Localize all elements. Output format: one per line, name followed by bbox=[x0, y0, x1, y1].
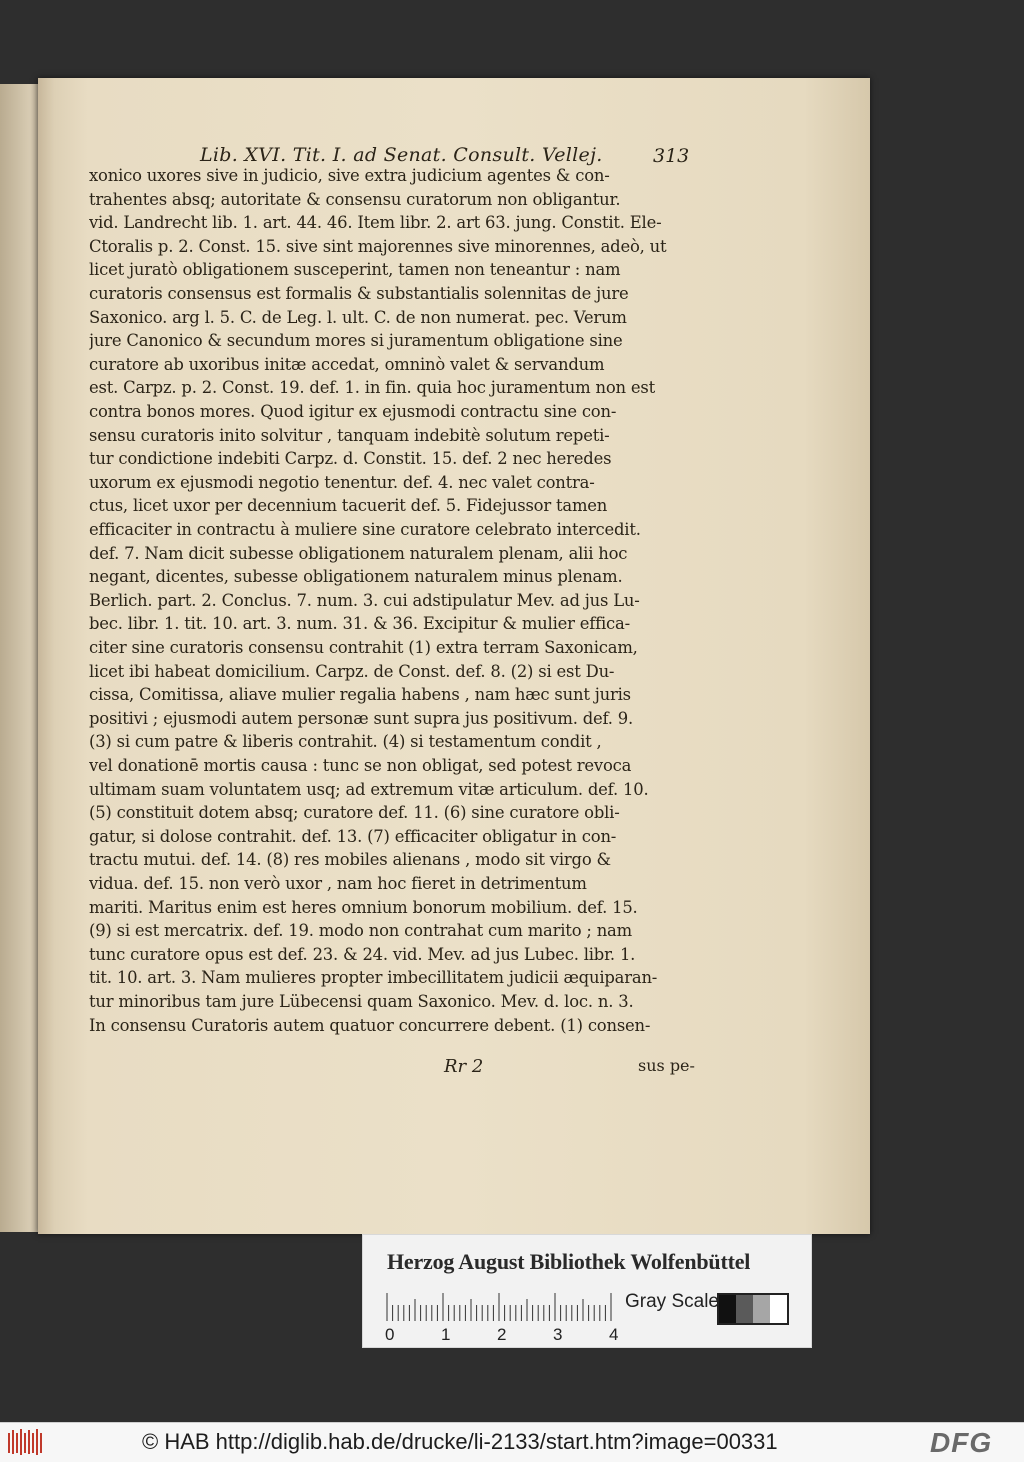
ruler-number: 3 bbox=[553, 1325, 563, 1344]
gray-scale-label: Gray Scale bbox=[625, 1291, 719, 1312]
text-line: tit. 10. art. 3. Nam mulieres propter imbecillitatem judicii æquiparan- bbox=[89, 968, 658, 988]
page-number: 313 bbox=[653, 145, 690, 167]
ruler-number: 1 bbox=[441, 1325, 451, 1344]
text-line: contra bonos mores. Quod igitur ex ejusmodi contractu sine con- bbox=[89, 402, 617, 421]
text-line: licet ibi habeat domicilium. Carpz. de Const. def. 8. (2) si est Du- bbox=[89, 661, 615, 681]
text-line: xonico uxores sive in judicio, sive extra judicium agentes & con- bbox=[89, 166, 610, 185]
gray-swatch bbox=[719, 1295, 736, 1323]
text-line: sensu curatoris inito solvitur , tanquam indebitè solutum repeti- bbox=[89, 425, 610, 445]
text-line: (9) si est mercatrix. def. 19. modo non contrahat cum marito ; nam bbox=[89, 921, 632, 941]
running-head: Lib. XVI. Tit. I. ad Senat. Consult. Vellej. bbox=[200, 144, 603, 166]
text-line: citer sine curatoris consensu contrahit (1) extra terram Saxonicam, bbox=[89, 638, 638, 657]
text-line: Saxonico. arg l. 5. C. de Leg. l. ult. C. de non numerat. pec. Verum bbox=[89, 307, 627, 327]
text-line: bec. libr. 1. tit. 10. art. 3. num. 31. & 36. Excipitur & mulier effica- bbox=[89, 614, 630, 634]
text-line: def. 7. Nam dicit subesse obligationem naturalem plenam, alii hoc bbox=[89, 543, 628, 563]
text-line: tractu mutui. def. 14. (8) res mobiles alienans , modo sit virgo & bbox=[89, 850, 611, 870]
ruler-number: 2 bbox=[497, 1325, 507, 1344]
ruler-number: 4 bbox=[609, 1325, 619, 1344]
signature-mark: Rr 2 bbox=[444, 1056, 484, 1077]
catchword: sus pe- bbox=[638, 1056, 695, 1075]
text-line: trahentes absq; autoritate & consensu curatorum non obligantur. bbox=[89, 189, 621, 209]
text-line: efficaciter in contractu à muliere sine curatore celebrato intercedit. bbox=[89, 520, 641, 539]
text-line: vid. Landrecht lib. 1. art. 44. 46. Item libr. 2. art 63. jung. Constit. Ele- bbox=[89, 213, 662, 233]
text-line: est. Carpz. p. 2. Const. 19. def. 1. in fin. quia hoc juramentum non est bbox=[89, 378, 655, 398]
hab-logo-icon bbox=[6, 1427, 44, 1457]
text-line: (5) constituit dotem absq; curatore def. 11. (6) sine curatore obli- bbox=[89, 803, 620, 823]
text-line: vel donationē mortis causa : tunc se non obligat, sed potest revoca bbox=[89, 756, 632, 775]
footer-bar bbox=[0, 1422, 1024, 1462]
gray-scale-bar bbox=[717, 1293, 789, 1325]
text-line: In consensu Curatoris autem quatuor concurrere debent. (1) consen- bbox=[89, 1015, 651, 1035]
gray-scale-card bbox=[362, 1234, 812, 1348]
text-line: vidua. def. 15. non verò uxor , nam hoc fieret in detrimentum bbox=[89, 874, 587, 893]
text-line: tunc curatore opus est def. 23. & 24. vid. Mev. ad jus Lubec. libr. 1. bbox=[89, 944, 636, 964]
text-line: Ctoralis p. 2. Const. 15. sive sint majorennes sive minorennes, adeò, ut bbox=[89, 236, 667, 256]
ruler-number: 0 bbox=[385, 1325, 395, 1344]
text-line: curatore ab uxoribus initæ accedat, omninò valet & servandum bbox=[89, 354, 605, 374]
gray-swatch bbox=[736, 1295, 753, 1323]
text-line: curatoris consensus est formalis & substantialis solennitas de jure bbox=[89, 284, 629, 303]
text-line: cissa, Comitissa, aliave mulier regalia habens , nam hæc sunt juris bbox=[89, 685, 631, 705]
text-line: tur condictione indebiti Carpz. d. Constit. 15. def. 2 nec heredes bbox=[89, 449, 612, 469]
text-line: licet juratò obligationem susceperint, tamen non teneantur : nam bbox=[89, 260, 621, 280]
text-line: ctus, licet uxor per decennium tacuerit def. 5. Fidejussor tamen bbox=[89, 496, 608, 516]
text-line: (3) si cum patre & liberis contrahit. (4) si testamentum condit , bbox=[89, 732, 602, 752]
text-line: tur minoribus tam jure Lübecensi quam Saxonico. Mev. d. loc. n. 3. bbox=[89, 992, 634, 1011]
gray-swatch bbox=[753, 1295, 770, 1323]
ruler-numbers bbox=[375, 1325, 635, 1345]
text-line: negant, dicentes, subesse obligationem naturalem minus plenam. bbox=[89, 567, 623, 587]
text-line: mariti. Maritus enim est heres omnium bonorum mobilium. def. 15. bbox=[89, 897, 638, 917]
dfg-logo: DFG bbox=[930, 1427, 993, 1458]
source-url-link[interactable]: © HAB http://diglib.hab.de/drucke/li-2133/start.htm?image=00331 bbox=[142, 1429, 778, 1454]
gray-swatch bbox=[770, 1295, 787, 1323]
text-line: ultimam suam voluntatem usq; ad extremum vitæ articulum. def. 10. bbox=[89, 779, 649, 799]
text-line: Berlich. part. 2. Conclus. 7. num. 3. cui adstipulatur Mev. ad jus Lu- bbox=[89, 590, 640, 610]
text-line: jure Canonico & secundum mores si juramentum obligatione sine bbox=[89, 331, 623, 351]
library-name: Herzog August Bibliothek Wolfenbüttel bbox=[387, 1249, 751, 1274]
text-line: positivi ; ejusmodi autem personæ sunt supra jus positivum. def. 9. bbox=[89, 708, 634, 728]
text-line: uxorum ex ejusmodi negotio tenentur. def. 4. nec valet contra- bbox=[89, 472, 595, 492]
ruler-scale bbox=[385, 1291, 615, 1321]
text-line: gatur, si dolose contrahit. def. 13. (7) efficaciter obligatur in con- bbox=[89, 826, 617, 846]
